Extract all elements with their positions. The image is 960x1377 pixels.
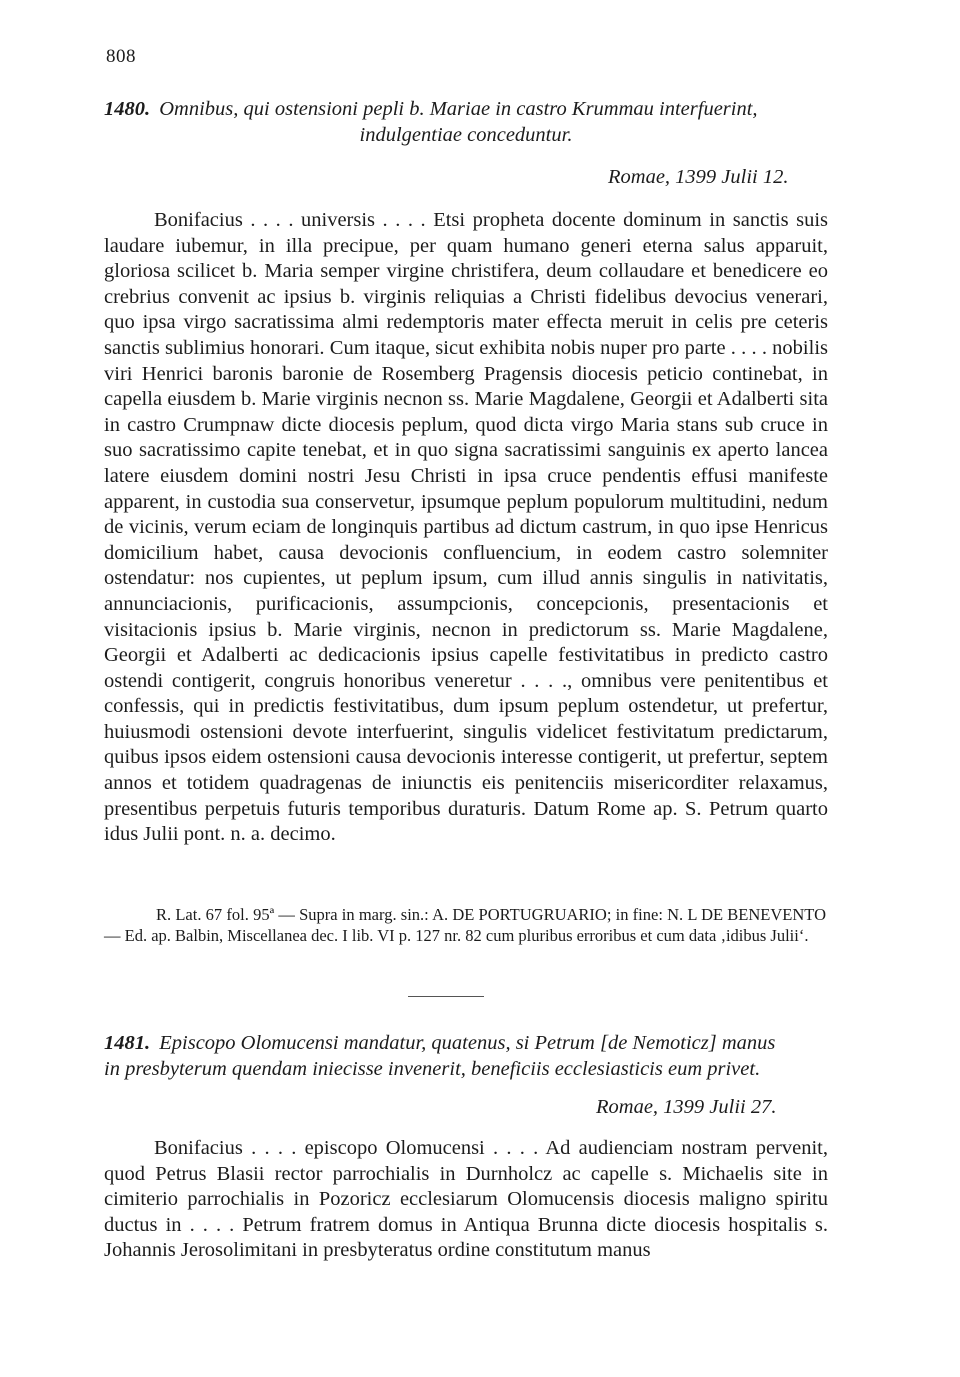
- entry-1481-heading-line1: Episcopo Olomucensi mandatur, quatenus, si Petrum [de Nemoticz] manus: [159, 1032, 776, 1054]
- entry-1481-heading: [104, 1030, 828, 1082]
- entry-1480-heading-line2: indulgentiae conceduntur.: [359, 124, 573, 146]
- entry-1480-heading-line1: Omnibus, qui ostensioni pepli b. Mariae in castro Krummau interfuerint,: [159, 98, 758, 120]
- page-number: 808: [106, 46, 136, 67]
- entry-1481-number: 1481.: [104, 1032, 151, 1054]
- entry-1480-body: Bonifacius . . . . universis . . . . Etsi propheta docente dominum in sanctis suis laudare iubemur, in illa precipue, per quam humano generi eterna salus apparuit, gloriosa scilicet b. Maria semper virgine christifera, deum collaudare et benedicere eo crebrius convenit ac ipsius b. virginis reliquias a Christi fidelibus devocius venerari, quo ipsa virgo sacratissima almi redemptoris mater effecta meruit in celis pre ceteris sanctis sublimius honorari. Cum itaque, sicut exhibita nobis nuper pro parte . . . . nobilis viri Henrici baronis baronie de Rosemberg Pragensis diocesis peticio continebat, in capella eiusdem b. Marie virginis necnon ss. Marie Magdalene, Georgii et Adalberti sita in castro Crumpnaw dicte diocesis peplum, quod dicta virgo Maria stans sub cruce in suo sacratissimo capite tenebat, et in quo signa sacratissimi sanguinis ex aperto lancea latere eiusdem domini nostri Jesu Christi in ipsa cruce pendentis effusi manifeste apparent, in custodia sua conservetur, ipsumque peplum populorum multitudini, nedum de vicinis, verum eciam de longinquis partibus ad dictum castrum, in quo ipse Henricus domicilium habet, causa devocionis confluencium, in eodem castro solemniter ostendatur: nos cupientes, ut peplum ipsum, cum illud annis singulis in nativitatis, annunciacionis, purificacionis, assumpcionis, concepcionis, presentacionis et visitacionis ipsius b. Marie virginis, necnon in predictorum ss. Marie Magdalene, Georgii et Adalberti ac dedicacionis ipsius capelle festivitatibus in predicto castro ostendi contigerit, congruis honoribus veneretur . . . ., omnibus vere penitentibus et confessis, qui in predictis festivitatibus, dum ipsum peplum ostendetur, ut prefertur, huiusmodi ostensioni devote interfuerint, singulis videlicet festivitatum predictarum, quibus ipsos eidem ostensioni causa devocionis interesse contigerit, ut prefertur, septem annos et totidem quadragenas de iniunctis eis penitenciis misericorditer relaxamus, presentibus perpetuis futuris temporibus duraturis. Datum Rome ap. S. Petrum quarto idus Julii pont. n. a. decimo.: [104, 209, 828, 846]
- entry-1480-dateline: Romae, 1399 Julii 12.: [608, 166, 789, 188]
- entry-1480-number: 1480.: [104, 98, 151, 120]
- entry-1480-note: R. Lat. 67 fol. 95ª — Supra in marg. sin.: A. DE PORTUGRUARIO; in fine: N. L DE BENEVENTO — Ed. ap. Balbin, Miscellanea dec. I lib. VI p. 127 nr. 82 cum pluribus erroribus et cum data ‚idibus Julii‘.: [104, 905, 826, 945]
- entry-1480-heading: [104, 96, 828, 148]
- section-divider: [408, 996, 484, 997]
- entry-1481-heading-line2: in presbyterum quendam iniecisse invenerit, beneficiis ecclesiasticis eum privet.: [104, 1058, 761, 1080]
- entry-1481-dateline: Romae, 1399 Julii 27.: [596, 1096, 777, 1118]
- entry-1481-body: Bonifacius . . . . episcopo Olomucensi . . . . Ad audienciam nostram pervenit, quod Petrus Blasii rector parrochialis in Durnholcz ac capelle s. Michaelis site in cimiterio parrochialis in Pozoricz ecclesiarum Olomucensis diocesis maligno spiritu ductus in . . . . Petrum fratrem domus in Antiqua Brunna dicte diocesis hospitalis s. Johannis Jerosolimitani in presbyteratus ordine constitutum manus: [104, 1137, 828, 1262]
